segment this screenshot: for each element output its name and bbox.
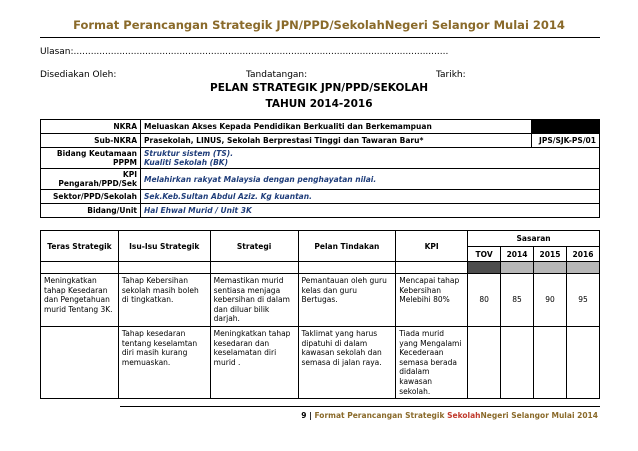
row2-2016 [566, 326, 599, 398]
row2-2014 [501, 326, 534, 398]
spacer-cell [210, 262, 298, 274]
col-tov-header: TOV [468, 247, 501, 262]
kpi-value: Melahirkan rakyat Malaysia dengan penghayatan nilai. [141, 169, 600, 190]
row2-strategi: Meningkatkan tahap kesedaran dan keselamatan diri murid . [210, 326, 298, 398]
plan-year: TAHUN 2014-2016 [265, 98, 373, 110]
spacer-cell [298, 262, 396, 274]
bidang-label: Bidang Keutamaan PPPM [41, 148, 141, 169]
table-spacer-row [41, 262, 600, 274]
table-header-row [41, 231, 600, 247]
info-table [40, 119, 600, 218]
row1-kpi: Mencapai tahap Kebersihan Melebihi 80% [396, 274, 468, 327]
row1-2014: 85 [501, 274, 534, 327]
disediakan-label: Disediakan Oleh: [40, 70, 117, 80]
info-row-sektor [41, 190, 600, 204]
info-row-kpi [41, 169, 600, 190]
bidang-value-line-2: Kualiti Sekolah (BK) [144, 158, 229, 167]
spacer-cell [396, 262, 468, 274]
footer-text-3: Negeri Selangor Mulai 2014 [480, 411, 598, 420]
table-row [41, 274, 600, 327]
plan-code: JPS/SJK-PS/01 [532, 134, 600, 148]
col-teras-header: Teras Strategik [41, 231, 119, 262]
bidang-value-line-1: Struktur sistem (TS). [144, 149, 234, 158]
col-isu-header: Isu-Isu Strategik [118, 231, 210, 262]
info-row-nkra [41, 120, 600, 134]
info-row-subnkra [41, 134, 600, 148]
row2-pelan: Taklimat yang harus dipatuhi di dalam kawasan sekolah dan semasa di jalan raya. [298, 326, 396, 398]
row2-2015 [534, 326, 567, 398]
col-strategi-header: Strategi [210, 231, 298, 262]
header-divider [40, 37, 600, 38]
kpi-label: KPI Pengarah/PPD/Sek [41, 169, 141, 190]
document-header-title: Format Perancangan Strategik JPN/PPD/SekolahNegeri Selangor Mulai 2014 [73, 18, 565, 32]
row2-tov [468, 326, 501, 398]
row1-2015: 90 [534, 274, 567, 327]
info-row-unit [41, 204, 600, 218]
ulasan-field: Ulasan:................................................................................................................................... [40, 47, 449, 57]
spacer-cell-shaded [566, 262, 599, 274]
col-kpi-header: KPI [396, 231, 468, 262]
row1-tov: 80 [468, 274, 501, 327]
footer-divider [120, 406, 600, 407]
spacer-cell [118, 262, 210, 274]
row1-isu: Tahap Kebersihan sekolah masih boleh di tingkatkan. [118, 274, 210, 327]
page-footer [301, 411, 598, 420]
col-sasaran-header: Sasaran [468, 231, 600, 247]
row2-isu: Tahap kesedaran tentang keselamtan diri masih kurang memuaskan. [118, 326, 210, 398]
page-number: 9 | [301, 411, 312, 420]
row1-strategi: Memastikan murid sentiasa menjaga kebersihan di dalam dan diluar bilik darjah. [210, 274, 298, 327]
unit-label: Bidang/Unit [41, 204, 141, 218]
unit-value: Hal Ehwal Murid / Unit 3K [141, 204, 600, 218]
subnkra-label: Sub-NKRA [41, 134, 141, 148]
sektor-label: Sektor/PPD/Sekolah [41, 190, 141, 204]
bidang-value [141, 148, 600, 169]
subnkra-value: Prasekolah, LINUS, Sekolah Berprestasi Tinggi dan Tawaran Baru* [141, 134, 532, 148]
col-pelan-header: Pelan Tindakan [298, 231, 396, 262]
col-2015-header: 2015 [534, 247, 567, 262]
col-2014-header: 2014 [501, 247, 534, 262]
table-row [41, 326, 600, 398]
spacer-cell [41, 262, 119, 274]
sektor-value: Sek.Keb.Sultan Abdul Aziz. Kg kuantan. [141, 190, 600, 204]
strategy-table [40, 230, 600, 399]
tarikh-label: Tarikh: [436, 70, 466, 80]
spacer-cell-shaded [501, 262, 534, 274]
nkra-value: Meluaskan Akses Kepada Pendidikan Berkualiti dan Berkemampuan [141, 120, 532, 134]
row2-kpi: Tiada murid yang Mengalami Kecederaan semasa berada didalam kawasan sekolah. [396, 326, 468, 398]
footer-text-1: Format Perancangan Strategik [314, 411, 445, 420]
spacer-cell-shaded [468, 262, 501, 274]
row1-2016: 95 [566, 274, 599, 327]
spacer-cell-shaded [534, 262, 567, 274]
nkra-blackout-cell [532, 120, 600, 134]
info-row-bidang [41, 148, 600, 169]
nkra-label: NKRA [41, 120, 141, 134]
footer-text-2: Sekolah [447, 411, 481, 420]
plan-title: PELAN STRATEGIK JPN/PPD/SEKOLAH [210, 82, 428, 94]
row1-teras: Meningkatkan tahap Kesedaran dan Pengetahuan murid Tentang 3K. [41, 274, 119, 327]
row1-pelan: Pemantauan oleh guru kelas dan guru Bertugas. [298, 274, 396, 327]
row2-teras [41, 326, 119, 398]
col-2016-header: 2016 [566, 247, 599, 262]
tandatangan-label: Tandatangan: [246, 70, 308, 80]
